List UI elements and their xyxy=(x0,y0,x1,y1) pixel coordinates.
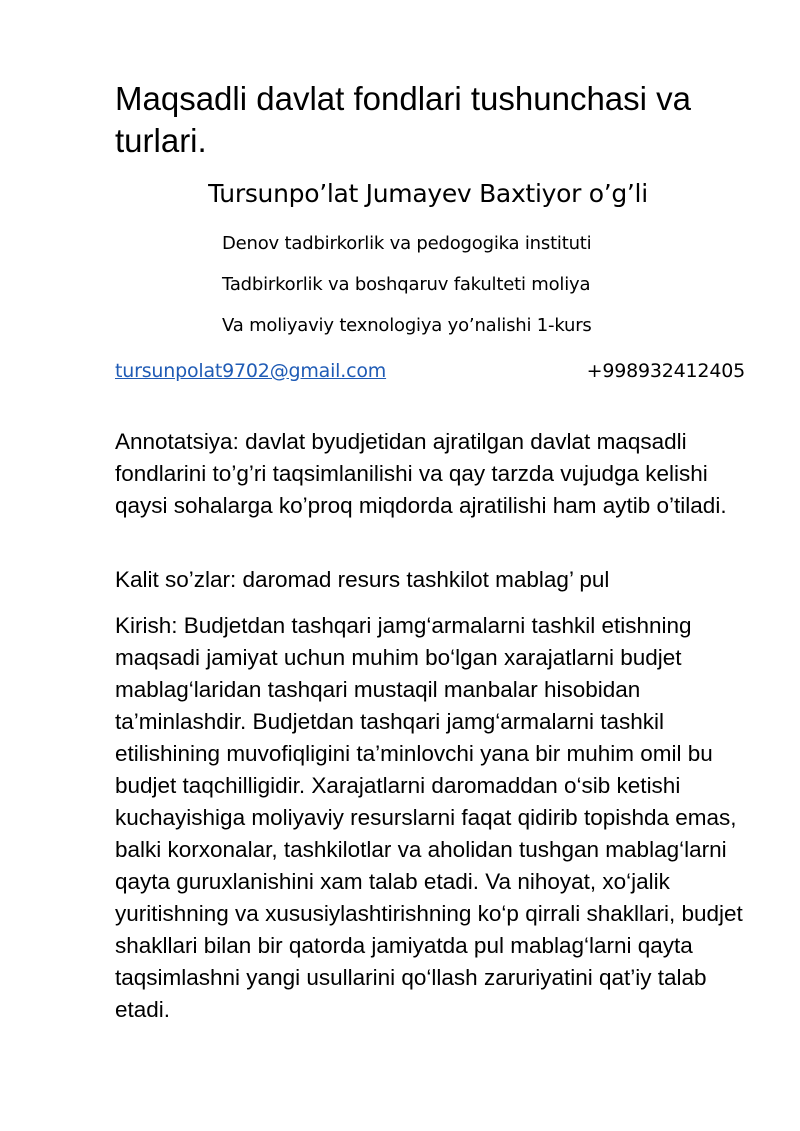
annotation-paragraph: Annotatsiya: davlat byudjetidan ajratilgan davlat maqsadli fondlarini to’g’ri taqsimlanilishi va qay tarzda vujudga kelishi qaysi sohalarga ko’proq miqdorda ajratilishi ham aytib o’tiladi. xyxy=(115,429,727,518)
phone-number: +998932412405 xyxy=(586,360,745,382)
author-name: Tursunpo’lat Jumayev Baxtiyor o’g’li xyxy=(208,179,648,208)
email-link[interactable]: tursunpolat9702@gmail.com xyxy=(115,360,387,382)
affiliation-line-3: Va moliyaviy texnologiya yo’nalishi 1-kurs xyxy=(222,315,592,336)
affiliation-line-2: Tadbirkorlik va boshqaruv fakulteti moliya xyxy=(222,274,591,295)
article-title: Maqsadli davlat fondlari tushunchasi va turlari. xyxy=(115,80,692,159)
introduction-paragraph: Kirish: Budjetdan tashqari jamg‘armalarni tashkil etishning maqsadi jamiyat uchun muhim bo‘lgan xarajatlarni budjet mablag‘laridan tashqari mustaqil manbalar hisobidan ta’minlashdir. Budjetdan tashqari jamg‘armalarni tashkil etilishining muvofiqligini ta’minlovchi yana bir muhim omil bu budjet taqchilligidir. Xarajatlarni daromaddan o‘sib ketishi kuchayishiga moliyaviy resurslarni faqat qidirib topishda emas, balki korxonalar, tashkilotlar va aholidan tushgan mablag‘larni qayta guruxlanishini xam talab etadi. Va nihoyat, xo‘jalik yuritishning va xususiylashtirishning ko‘p qirrali shakllari, budjet shakllari bilan bir qatorda jamiyatda pul mablag‘larni qayta taqsimlashni yangi usullarini qo‘llash zaruriyatini qat’iy talab etadi. xyxy=(115,613,743,1022)
contact-row xyxy=(115,357,745,385)
affiliation-line-1: Denov tadbirkorlik va pedogogika instituti xyxy=(222,233,592,254)
keywords-paragraph: Kalit so’zlar: daromad resurs tashkilot mablag’ pul xyxy=(115,567,610,592)
